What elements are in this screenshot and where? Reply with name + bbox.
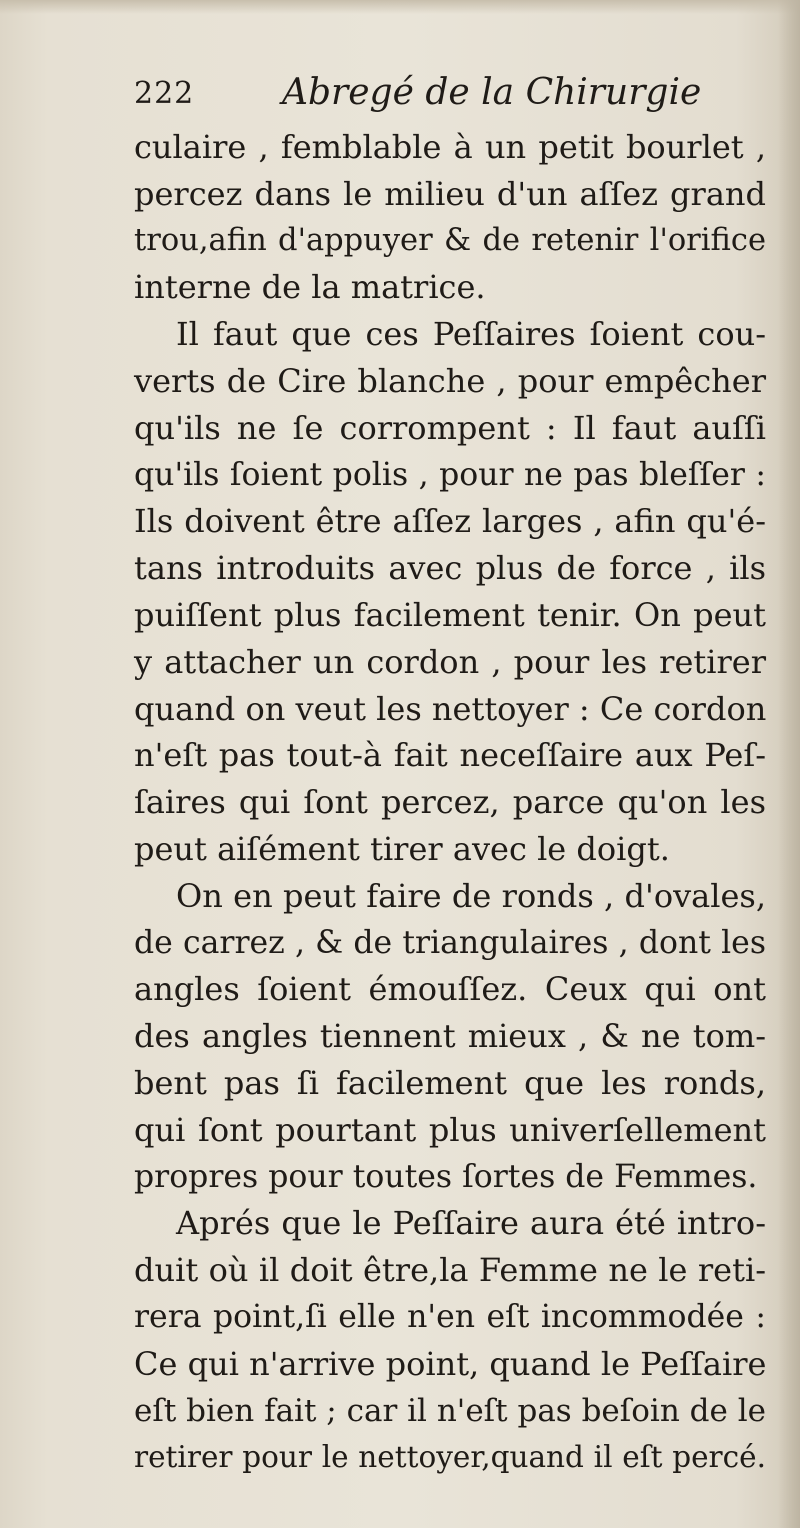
text-line: eſt bien fait ; car il n'eſt pas beſoin de le: [134, 1392, 766, 1429]
text-line: qui ſont pourtant plus univerſellement: [134, 1110, 766, 1149]
text-line: duit où il doit être,la Femme ne le reti-: [134, 1251, 766, 1290]
text-line: qu'ils ne ſe corrompent : Il faut auſſi: [134, 408, 766, 447]
text-line: retirer pour le nettoyer,quand il eſt percé.: [134, 1440, 766, 1475]
text-line: n'eſt pas tout-à fait neceſſaire aux Peſ-: [134, 736, 766, 775]
page-number: 222: [134, 76, 195, 111]
text-line: trou,afin d'appuyer & de retenir l'orifice: [134, 222, 766, 258]
text-line: quand on veut les nettoyer : Ce cordon: [134, 689, 767, 728]
text-line: Ce qui n'arrive point, quand le Peſſaire: [134, 1344, 767, 1383]
page-edge-shadow-right: [778, 0, 800, 1528]
text-line: percez dans le milieu d'un aſſez grand: [134, 174, 766, 213]
text-line: peut aiſément tirer avec le doigt.: [134, 829, 670, 868]
paragraph-start-line: Aprés que le Peſſaire aura été intro-: [176, 1204, 766, 1243]
text-line: tans introduits avec plus de force , ils: [134, 549, 766, 588]
text-line: bent pas ſi facilement que les ronds,: [134, 1063, 766, 1102]
text-line: de carrez , & de triangulaires , dont les: [134, 924, 766, 961]
text-line: y attacher un cordon , pour les retirer: [134, 642, 766, 681]
text-line: des angles tiennent mieux , & ne tom-: [134, 1017, 766, 1056]
page-edge-shadow-top: [0, 0, 800, 14]
text-line: qu'ils ſoient polis , pour ne pas bleſſer :: [134, 456, 766, 493]
text-line: Ils doivent être aſſez larges , afin qu'é-: [134, 502, 766, 541]
text-line: interne de la matrice.: [134, 268, 486, 307]
page-body-text: [134, 124, 766, 1481]
running-title: Abregé de la Chirurgie: [282, 72, 702, 113]
text-line: ſaires qui ſont percez, parce qu'on les: [134, 783, 766, 822]
text-line: rera point,ſi elle n'en eſt incommodée :: [134, 1298, 766, 1335]
text-line: angles ſoient émouſſez. Ceux qui ont: [134, 970, 766, 1009]
text-line: culaire , femblable à un petit bourlet ,: [134, 128, 766, 166]
text-line: verts de Cire blanche , pour empêcher: [134, 361, 766, 400]
text-line: propres pour toutes ſortes de Femmes.: [134, 1158, 758, 1195]
paragraph-start-line: Il faut que ces Peſſaires ſoient cou-: [176, 315, 766, 354]
text-line: puiſſent plus facilement tenir. On peut: [134, 595, 766, 634]
page-header: [134, 72, 754, 128]
paragraph-start-line: On en peut faire de ronds , d'ovales,: [176, 876, 766, 915]
